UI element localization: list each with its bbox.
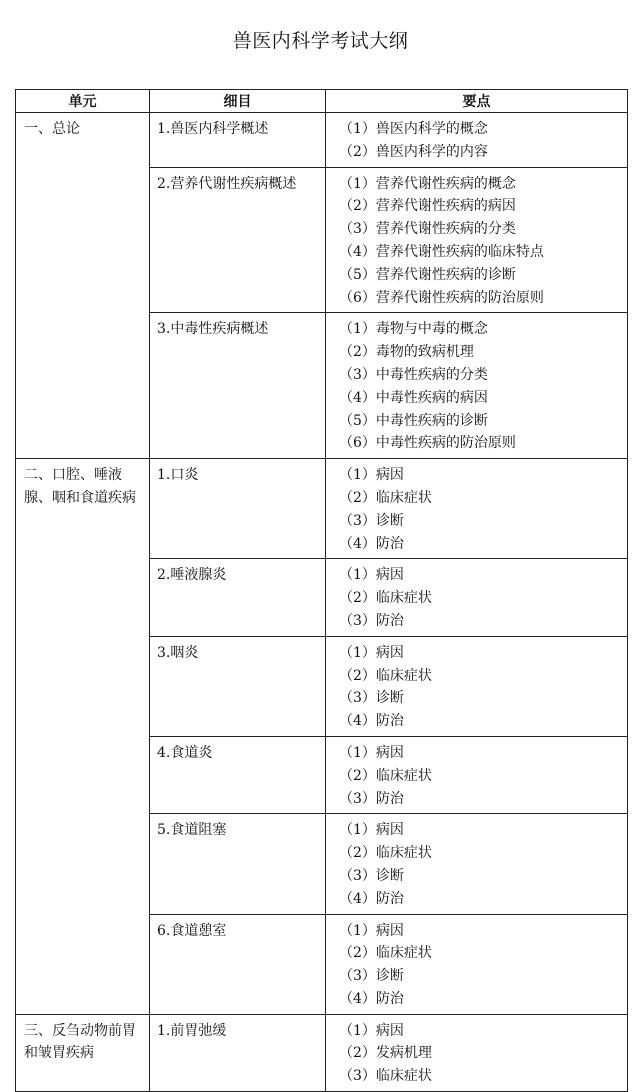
unit-cell: 一、总论 [16, 113, 150, 459]
point-item: （1）病因 [339, 567, 404, 584]
point-item: （2）兽医内科学的内容 [339, 143, 488, 160]
item-cell: 1.前胃弛缓 [150, 1014, 326, 1091]
point-item: （1）病因 [339, 744, 404, 761]
document-title: 兽医内科学考试大纲 [232, 30, 409, 52]
table-row [16, 1014, 628, 1091]
point-item: （4）防治 [339, 713, 404, 730]
points-cell [326, 636, 628, 736]
item-cell: 1.兽医内科学概述 [150, 113, 326, 168]
point-item: （1）病因 [339, 467, 404, 484]
points-cell [326, 559, 628, 636]
point-item: （2）临床症状 [339, 590, 432, 607]
points-cell [326, 167, 628, 313]
item-cell: 1.口炎 [150, 459, 326, 559]
item-cell: 2.唾液腺炎 [150, 559, 326, 636]
item-cell: 2.营养代谢性疾病概述 [150, 167, 326, 313]
point-item: （4）中毒性疾病的病因 [339, 389, 488, 406]
point-item: （2）营养代谢性疾病的病因 [339, 198, 516, 215]
point-item: （1）营养代谢性疾病的概念 [339, 175, 516, 192]
point-item: （3）诊断 [339, 512, 404, 529]
point-item: （2）临床症状 [339, 767, 432, 784]
table-row [16, 113, 628, 168]
unit-cell: 三、反刍动物前胃和皱胃疾病 [16, 1014, 150, 1091]
point-item: （3）诊断 [339, 968, 404, 985]
item-cell: 3.中毒性疾病概述 [150, 313, 326, 459]
point-item: （1）病因 [339, 1022, 404, 1039]
points-cell [326, 914, 628, 1014]
points-cell [326, 113, 628, 168]
item-cell: 3.咽炎 [150, 636, 326, 736]
column-header-points: 要点 [326, 90, 628, 113]
point-item: （3）防治 [339, 612, 404, 629]
point-item: （2）毒物的致病机理 [339, 344, 474, 361]
points-cell [326, 814, 628, 914]
table-body [16, 113, 628, 1092]
point-item: （2）临床症状 [339, 845, 432, 862]
point-item: （5）中毒性疾病的诊断 [339, 412, 488, 429]
point-item: （3）防治 [339, 790, 404, 807]
column-header-unit: 单元 [16, 90, 150, 113]
point-item: （4）防治 [339, 535, 404, 552]
points-cell [326, 459, 628, 559]
point-item: （2）发病机理 [339, 1045, 432, 1062]
point-item: （3）诊断 [339, 867, 404, 884]
point-item: （3）临床症状 [339, 1068, 432, 1085]
point-item: （6）中毒性疾病的防治原则 [339, 435, 516, 452]
point-item: （4）营养代谢性疾病的临床特点 [339, 243, 544, 260]
header-row [16, 90, 628, 113]
point-item: （4）防治 [339, 890, 404, 907]
point-item: （1）病因 [339, 922, 404, 939]
point-item: （3）中毒性疾病的分类 [339, 366, 488, 383]
point-item: （5）营养代谢性疾病的诊断 [339, 266, 516, 283]
unit-cell: 二、口腔、唾液腺、咽和食道疾病 [16, 459, 150, 1015]
point-item: （2）临床症状 [339, 667, 432, 684]
item-cell: 5.食道阻塞 [150, 814, 326, 914]
point-item: （1）兽医内科学的概念 [339, 121, 488, 137]
syllabus-table [15, 89, 628, 1092]
item-cell: 4.食道炎 [150, 736, 326, 813]
point-item: （6）营养代谢性疾病的防治原则 [339, 289, 544, 306]
points-cell [326, 736, 628, 813]
table-row [16, 459, 628, 559]
point-item: （3）诊断 [339, 690, 404, 707]
point-item: （1）病因 [339, 644, 404, 661]
point-item: （1）毒物与中毒的概念 [339, 321, 488, 338]
column-header-item: 细目 [150, 90, 326, 113]
table-header [16, 90, 628, 113]
point-item: （3）营养代谢性疾病的分类 [339, 221, 516, 238]
points-cell [326, 1014, 628, 1091]
point-item: （2）临床症状 [339, 945, 432, 962]
point-item: （2）临床症状 [339, 489, 432, 506]
point-item: （1）病因 [339, 822, 404, 839]
item-cell: 6.食道憩室 [150, 914, 326, 1014]
point-item: （4）防治 [339, 990, 404, 1007]
points-cell [326, 313, 628, 459]
